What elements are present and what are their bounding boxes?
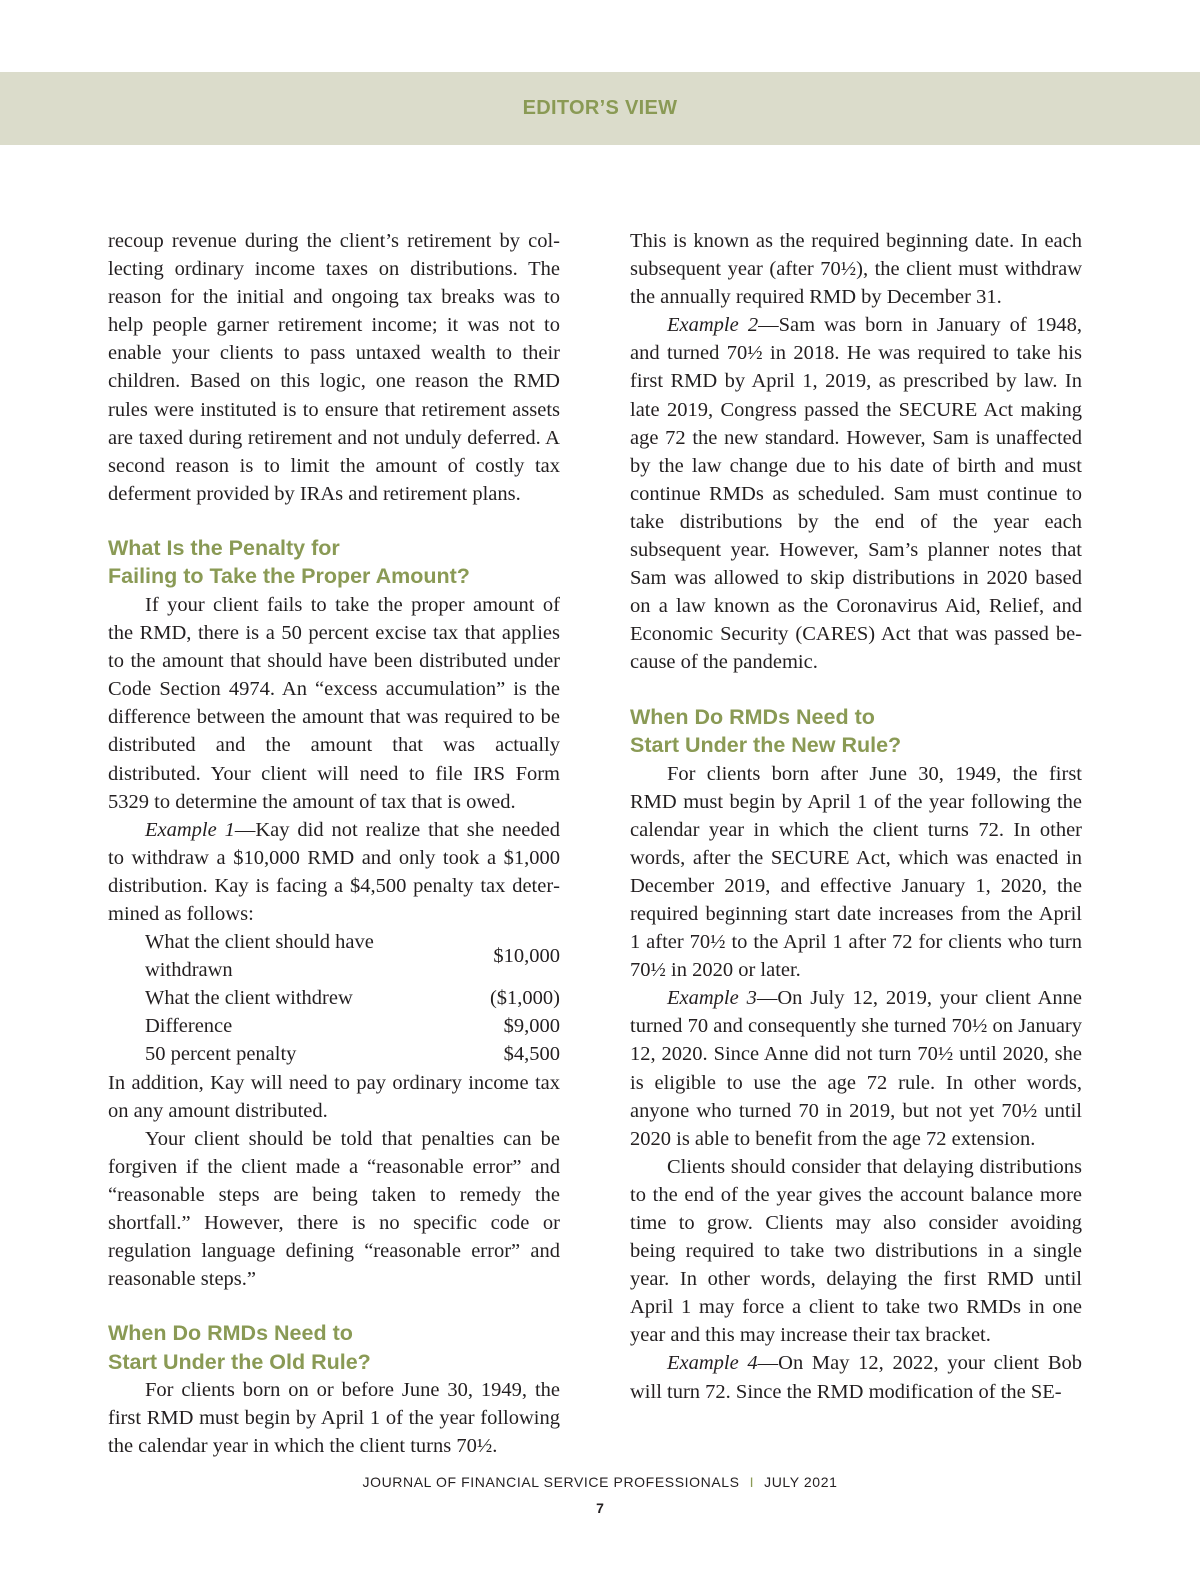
paragraph: For clients born on or before June 30, 1949, the first RMD must begin by April 1 of the year following the calendar year in which the client turns 70½. xyxy=(108,1379,560,1458)
paragraph: Your client should be told that penalties can be forgiven if the client made a “reasonable error” and “reasonable steps are being taken to remedy the shortfall.” However, there is no specific code or regulation language defining “reasonable error” and reasonable steps.” xyxy=(108,1127,560,1291)
table-row xyxy=(145,928,560,984)
heading-line: Start Under the New Rule? xyxy=(630,733,902,757)
heading-line: When Do RMDs Need to xyxy=(108,1321,353,1346)
example-paragraph xyxy=(630,311,1082,676)
heading-new-rule xyxy=(630,703,1082,760)
example-paragraph xyxy=(630,1349,1082,1405)
row-amount: $9,000 xyxy=(503,1015,560,1038)
paragraph: If your client fails to take the proper amount of the RMD, there is a 50 percent excise tax that applies to the amount that should have been distributed under Code Section 4974. An “excess accumulation” is the difference between the amount that was required to be distributed and the amount that was actually distributed. Your client will need to file IRS Form 5329 to determine the amount of tax that is owed. xyxy=(108,593,560,813)
footer-separator: I xyxy=(749,1474,755,1490)
page-footer xyxy=(0,1474,1200,1490)
example-text: —Sam was born in January of 1948, and turned 70½ in 2018. He was required to take his first RMD by April 1, 2019, as prescribed by law. In late 2019, Congress passed the SECURE Act making age 72 the new standard. However, Sam is unaffected by the law change due to his date of birth and must continue RMDs as scheduled. Sam must continue to take distributions by the end of the year each subsequent year. However, Sam’s planner notes that Sam was allowed to skip distributions in 2020 based on a law known as the Coronavirus Aid, Relief, and Economic Security (CARES) Act that was passed because of the pandemic. xyxy=(630,314,1082,674)
table-row xyxy=(145,1040,560,1068)
paragraph: In addition, Kay will need to pay ordinary income tax on any amount distributed. xyxy=(108,1071,560,1122)
row-label: What the client withdrew xyxy=(145,987,353,1010)
left-column xyxy=(108,227,560,1461)
paragraph: For clients born after June 30, 1949, the first RMD must begin by April 1 of the year following the calendar year in which the client turns 72. In other words, after the SECURE Act, which was enacted in December 2019, and effective January 1, 2020, the required beginning start date increases from the April 1 after 70½ to the April 1 after 72 for clients who turn 70½ in 2020 or later. xyxy=(630,762,1082,982)
section-banner xyxy=(0,72,1200,145)
heading-line: Start Under the Old Rule? xyxy=(108,1349,371,1374)
row-label: What the client should have withdrawn xyxy=(145,931,374,982)
heading-line: Failing to Take the Proper Amount? xyxy=(108,564,470,589)
example-label: Example 4 xyxy=(667,1352,758,1375)
example-label: Example 2 xyxy=(667,314,759,337)
example-text: —On May 12, 2022, your client Bob will turn 72. Since the RMD modification of the SE- xyxy=(630,1352,1082,1403)
penalty-calculation-table xyxy=(145,928,560,1068)
row-amount: ($1,000) xyxy=(489,987,560,1010)
issue-date: JULY 2021 xyxy=(764,1474,838,1490)
heading-line: When Do RMDs Need to xyxy=(630,704,875,729)
page-number: 7 xyxy=(596,1500,604,1516)
example-label: Example 1 xyxy=(145,818,235,841)
table-row xyxy=(145,1012,560,1040)
heading-old-rule xyxy=(108,1319,560,1376)
row-label: 50 percent penalty xyxy=(145,1043,297,1066)
heading-line: What Is the Penalty for xyxy=(108,535,340,560)
section-title: EDITOR’S VIEW xyxy=(522,97,678,119)
example-text: —Kay did not realize that she needed to withdraw a $10,000 RMD and only took a $1,000 distribution. Kay is facing a $4,500 penalty tax determined as follows: xyxy=(108,818,560,925)
paragraph: recoup revenue during the client’s retirement by collecting ordinary income taxes on distributions. The reason for the initial and ongoing tax breaks was to help people garner retirement income; it was not to enable your clients to pass untaxed wealth to their children. Based on this logic, one reason the RMD rules were instituted is to ensure that retirement assets are taxed during retirement and not unduly deferred. A second reason is to limit the amount of costly tax deferment provided by IRAs and retirement plans. xyxy=(108,230,560,505)
right-column xyxy=(630,227,1082,1406)
journal-name: JOURNAL OF FINANCIAL SERVICE PROFESSIONALS xyxy=(362,1474,740,1490)
paragraph: Clients should consider that delaying distributions to the end of the year gives the account balance more time to grow. Clients may also consider avoiding being required to take two distributions in a single year. In other words, delaying the first RMD until April 1 may force a client to take two RMDs in one year and this may increase their tax bracket. xyxy=(630,1155,1082,1347)
example-paragraph xyxy=(108,816,560,928)
example-paragraph xyxy=(630,984,1082,1153)
row-amount: $4,500 xyxy=(503,1043,560,1066)
example-text: —On July 12, 2019, your client Anne turned 70 and consequently she turned 70½ on January 12, 2020. Since Anne did not turn 70½ until 2020, she is eligible to use the age 72 rule. In other words, anyone who turned 70 in 2019, but not yet 70½ until 2020 is able to benefit from the age 72 extension. xyxy=(630,987,1082,1150)
example-label: Example 3 xyxy=(667,987,757,1010)
row-label: Difference xyxy=(145,1015,233,1038)
row-amount: $10,000 xyxy=(493,945,560,968)
heading-penalty xyxy=(108,534,560,591)
table-row xyxy=(145,984,560,1012)
paragraph: This is known as the required beginning date. In each subsequent year (after 70½), the client must withdraw the annually required RMD by December 31. xyxy=(630,230,1082,309)
